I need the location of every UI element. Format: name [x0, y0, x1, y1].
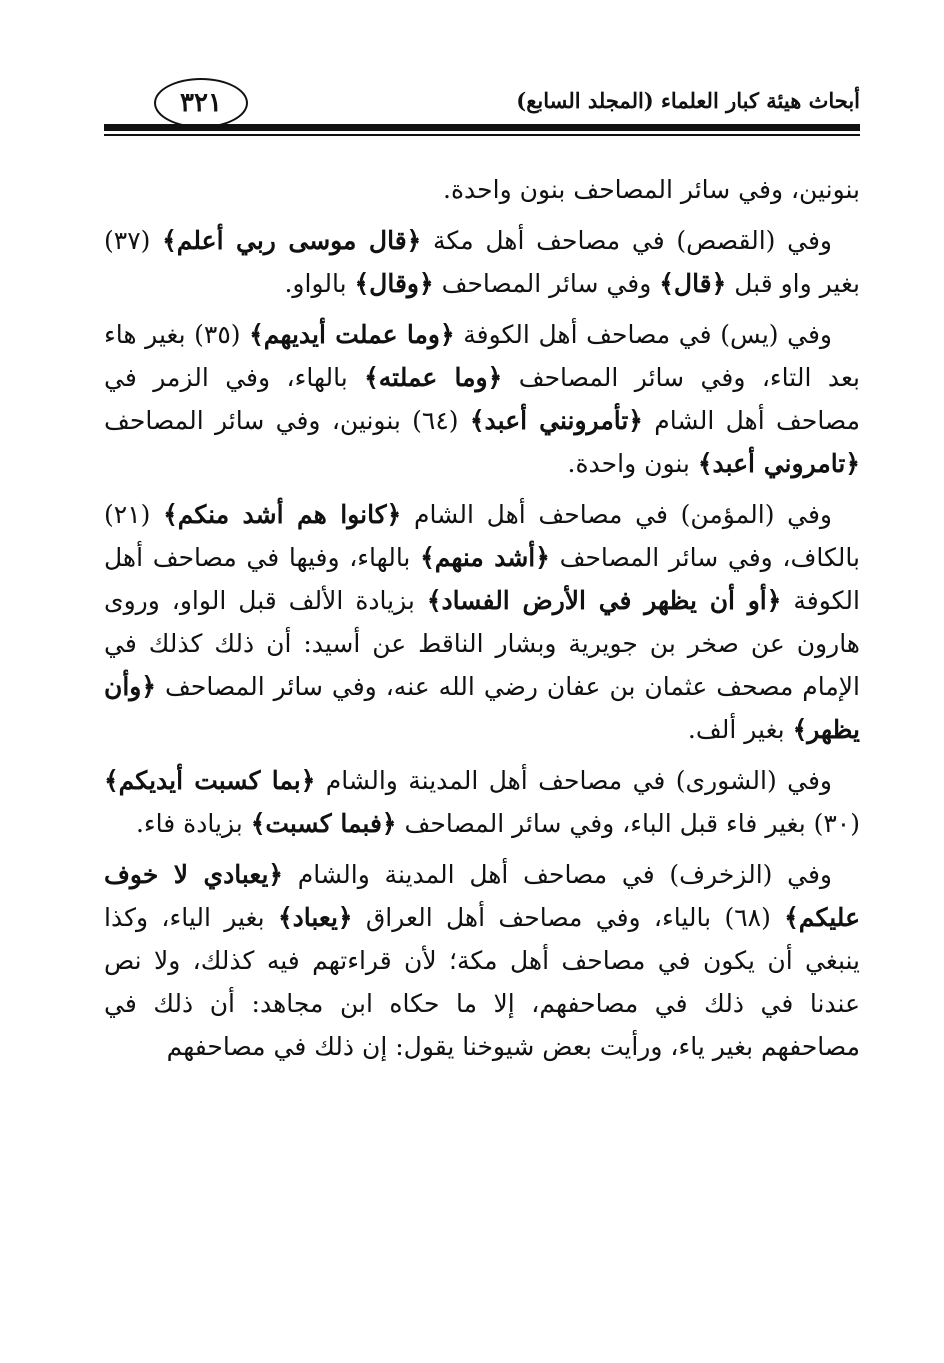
text-segment: (٢١) بالكاف، وفي سائر المصاحف	[104, 500, 860, 572]
quran-quote: ﴿كانوا هم أشد منكم﴾	[163, 500, 402, 529]
text-segment: وفي (الشورى) في مصاحف أهل المدينة والشام	[315, 766, 832, 795]
quran-quote: ﴿أو أن يظهر في الأرض الفساد﴾	[426, 586, 782, 615]
text-segment: وفي (الزخرف) في مصاحف أهل المدينة والشام	[283, 860, 832, 889]
quran-quote: ﴿أشد منهم﴾	[420, 543, 550, 572]
text-segment: وفي (القصص) في مصاحف أهل مكة	[421, 226, 832, 255]
quran-quote: ﴿وقال﴾	[354, 269, 434, 298]
text-segment: وفي (يس) في مصاحف أهل الكوفة	[454, 320, 833, 349]
header-rule-thin	[104, 134, 860, 136]
text-segment: بالهاء، وفي الزمر في مصاحف أهل الشام	[104, 363, 861, 435]
quran-quote: ﴿فبما كسبت﴾	[250, 809, 397, 838]
text-segment: بزيادة فاء.	[135, 809, 251, 838]
body-text	[104, 168, 860, 1076]
paragraph	[104, 313, 860, 485]
quran-quote: ﴿وما عملته﴾	[364, 363, 503, 392]
quran-quote: ﴿قال﴾	[659, 269, 727, 298]
quran-quote: ﴿تأمرونني أعبد﴾	[469, 406, 643, 435]
text-segment: (٣٠) بغير فاء قبل الباء، وفي سائر المصاحف	[396, 809, 860, 838]
text-segment: (٣٧) بغير واو قبل	[104, 226, 860, 298]
text-segment: بزيادة الألف قبل الواو، وروى هارون عن صخر بن جويرية وبشار الناقط عن أسيد: أن ذلك كذلك في الإمام مصحف عثمان بن عفان رضي الله عنه، وفي سائر المصاحف	[104, 586, 860, 701]
paragraph	[104, 759, 860, 845]
text-segment: (٦٨) بالياء، وفي مصاحف أهل العراق	[352, 903, 785, 932]
text-segment: بغير ألف.	[687, 715, 793, 744]
quran-quote: ﴿يعبادي لا خوف عليكم﴾	[104, 860, 860, 932]
quran-quote: ﴿تامروني أعبد﴾	[697, 449, 860, 478]
header-rule-thick	[104, 124, 860, 131]
paragraph	[104, 853, 860, 1068]
text-segment: بنونين، وفي سائر المصاحف بنون واحدة.	[443, 175, 860, 204]
text-segment: بالواو.	[284, 269, 355, 298]
text-segment: وفي سائر المصاحف	[433, 269, 660, 298]
paragraph	[104, 168, 860, 211]
quran-quote: ﴿وأن يظهر﴾	[104, 672, 860, 744]
text-segment: وفي (المؤمن) في مصاحف أهل الشام	[401, 500, 832, 529]
text-segment: بنون واحدة.	[567, 449, 698, 478]
quran-quote: ﴿يعباد﴾	[277, 903, 353, 932]
text-segment: بغير الياء، وكذا ينبغي أن يكون في مصاحف أهل مكة؛ لأن قراءتهم فيه كذلك، ولا نص عندنا في ذلك في مصاحفهم، إلا ما حكاه ابن مجاهد: أن ذلك في مصاحفهم بغير ياء، ورأيت بعض شيوخنا يقول: إن ذلك في مصاحفهم	[104, 903, 860, 1061]
page-number: ٣٢١	[154, 78, 248, 128]
text-segment: بالهاء، وفيها في مصاحف أهل الكوفة	[104, 543, 860, 615]
paragraph	[104, 219, 860, 305]
page-header	[104, 72, 860, 152]
running-title: أبحاث هيئة كبار العلماء (المجلد السابع)	[516, 88, 860, 113]
text-segment: (٣٥) بغير هاء بعد التاء، وفي سائر المصاحف	[104, 320, 860, 392]
text-segment: (٦٤) بنونين، وفي سائر المصاحف	[104, 406, 470, 435]
quran-quote: ﴿بما كسبت أيديكم﴾	[104, 766, 316, 795]
paragraph	[104, 493, 860, 751]
quran-quote: ﴿وما عملت أيديهم﴾	[249, 320, 455, 349]
quran-quote: ﴿قال موسى ربي أعلم﴾	[162, 226, 422, 255]
